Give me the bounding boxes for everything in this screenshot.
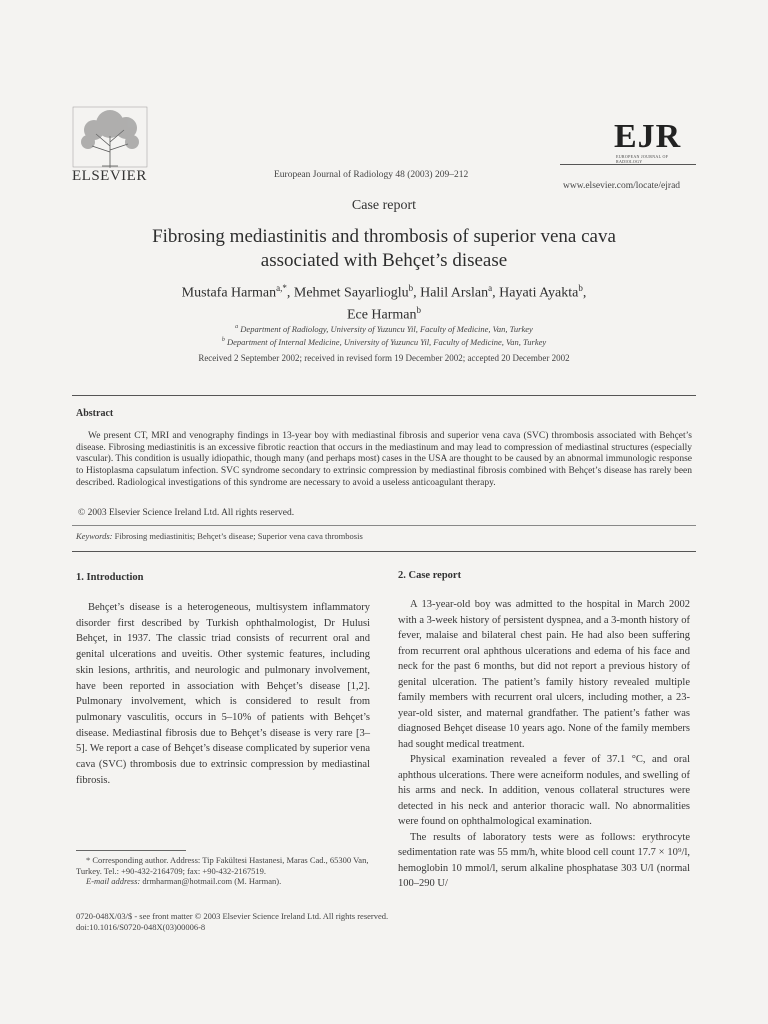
footnote	[76, 855, 370, 887]
doi-line[interactable]: doi:10.1016/S0720-048X(03)00006-8	[76, 922, 206, 932]
journal-url[interactable]: www.elsevier.com/locate/ejrad	[563, 181, 681, 191]
abstract-bottom-rule	[72, 551, 696, 552]
article-title	[60, 225, 708, 273]
elsevier-tree-logo	[72, 106, 148, 168]
author-separator: ,	[492, 285, 500, 301]
journal-citation: European Journal of Radiology 48 (2003) 209–212	[274, 170, 469, 180]
introduction-text: Behçet’s disease is a heterogeneous, multisystem inflammatory disorder first described by Turkish ophthalmologist, Dr Hulusi Behçet, in 1937. The classic triad consists of recurrent oral and genital ulcerations and uveitis. Other systemic features, including skin lesions, arthritis, and neurologic and pulmonary involvement, have been reported in association with Behçet’s disease [1,2]. Pulmonary involvement, which is considered to result from pulmonary vasculitis, occurs in 5–10% of patients with Behçet’s disease. Mediastinal fibrosis due to Behçet’s disease is very rare [3–5]. We report a case of Behçet’s disease complicated by superior vena cava (SVC) thrombosis due to extrinsic compression by mediastinal fibrosis.	[76, 602, 370, 786]
author-list	[90, 280, 678, 323]
affiliations	[60, 322, 708, 348]
journal-logo-text: EJR	[614, 118, 682, 155]
publisher-name: ELSEVIER	[72, 168, 147, 184]
publication-info	[76, 911, 388, 933]
author-name: Ece Harman	[346, 307, 417, 323]
email-label: E-mail address:	[86, 876, 141, 886]
title-line-2: associated with Behçet’s disease	[260, 250, 508, 271]
email-address[interactable]: drmharman@hotmail.com (M. Harman).	[142, 876, 282, 886]
case-report-text	[398, 597, 690, 892]
affiliation-text: Department of Radiology, University of Yuzuncu Yil, Faculty of Medicine, Van, Turkey	[240, 323, 533, 334]
abstract-copyright: © 2003 Elsevier Science Ireland Ltd. All rights reserved.	[78, 508, 295, 518]
author-name: Mustafa Harman	[181, 285, 277, 301]
journal-logo-subtitle: EUROPEAN JOURNAL OF RADIOLOGY	[616, 154, 669, 164]
header-divider	[560, 164, 696, 165]
affiliation-mark: b	[221, 336, 225, 343]
issn-line: 0720-048X/03/$ - see front matter © 2003 Elsevier Science Ireland Ltd. All rights reserved.	[76, 911, 389, 921]
author-affil-mark: b	[416, 304, 422, 315]
author-separator: ,	[286, 285, 294, 301]
author-name: Mehmet Sayarlioglu	[293, 285, 409, 301]
affiliation-text: Department of Internal Medicine, University of Yuzuncu Yil, Faculty of Medicine, Van, Turkey	[226, 336, 547, 347]
title-line-1: Fibrosing mediastinitis and thrombosis of superior vena cava	[152, 226, 616, 247]
journal-logo	[614, 120, 692, 164]
author-name: Hayati Ayakta	[499, 285, 579, 301]
case-report-paragraph: The results of laboratory tests were as follows: erythrocyte sedimentation rate was 55 mm/h, white blood cell count 17.7 × 10⁹/l, hemoglobin 10 mmol/l, serum alkaline phosphatase 303 U/l (normal 100–290 U/	[398, 831, 690, 889]
keywords-label: Keywords:	[76, 531, 113, 541]
article-type: Case report	[351, 198, 417, 213]
abstract-heading: Abstract	[76, 408, 114, 419]
case-report-paragraph: Physical examination revealed a fever of 37.1 °C, and oral aphthous ulcerations. There were acneiform nodules, and swelling of his arms and neck. In addition, venous collateral structures were detected in his neck and anterior thoracic wall. No abnormalities were found on ophthalmological examination.	[398, 754, 690, 827]
abstract-text: We present CT, MRI and venography findings in 13-year boy with mediastinal fibrosis and superior vena cava (SVC) thrombosis associated with Behçet’s disease. Fibrosing mediastinitis is an excessive fibrotic reaction that occurs in the mediastinum and may lead to compression of mediastinal structures (especially vascular). This condition is usually idiopathic, though many (and perhaps most) cases in the USA are thought to be caused by an abnormal immunologic response to Histoplasma capsulatum infection. SVC syndrome secondary to extrinsic compression by mediastinal fibrosis combined with Behçet’s disease has rarely been described. Radiological investigations of this syndrome are necessary to avoid a useless anticoagulant therapy.	[76, 431, 692, 488]
affiliation-mark: a	[235, 324, 239, 330]
case-report-paragraph: A 13-year-old boy was admitted to the hospital in March 2002 with a 3-week history of persistent dyspnea, and a 3-month history of fever, malaise and bilateral chest pain. He had also been suffering from recurrent oral aphthous ulcerations and edema of his face and neck for the past 6 months, but did not report a previous history of genital ulceration. The patient’s family history revealed multiple family members with recurrent oral ulcers, including mother, a 23-year-old sister, and maternal grandfather. The patient’s father was diagnosed Behçet disease 10 years ago. None of the family members had sought medical treatment.	[398, 599, 690, 750]
section-heading-introduction: 1. Introduction	[76, 572, 144, 583]
affiliation-item	[60, 322, 708, 335]
author-affil-mark: b	[408, 283, 414, 293]
email-line	[76, 876, 370, 887]
keywords-list: Fibrosing mediastinitis; Behçet’s disease; Superior vena cava thrombosis	[114, 531, 363, 541]
keywords	[76, 531, 363, 541]
corresponding-author: * Corresponding author. Address: Tip Fakültesi Hastanesi, Maras Cad., 65300 Van, Turkey. Tel.: +90-432-2164709; fax: +90-432-2167519.	[76, 855, 369, 876]
received-dates: Received 2 September 2002; received in revised form 19 December 2002; accepted 20 December 2002	[198, 353, 570, 363]
keywords-rule	[72, 525, 696, 526]
section-heading-case-report: 2. Case report	[398, 570, 462, 581]
author-affil-mark: a	[488, 283, 493, 293]
author-affil-mark: a,*	[276, 283, 287, 293]
affiliation-item	[60, 335, 708, 348]
abstract-top-rule	[72, 395, 696, 396]
author-separator: ,	[413, 285, 421, 301]
author-separator: ,	[582, 285, 587, 301]
author-affil-mark: b	[578, 283, 583, 293]
footnote-rule	[76, 850, 186, 851]
author-name: Halil Arslan	[420, 285, 489, 301]
